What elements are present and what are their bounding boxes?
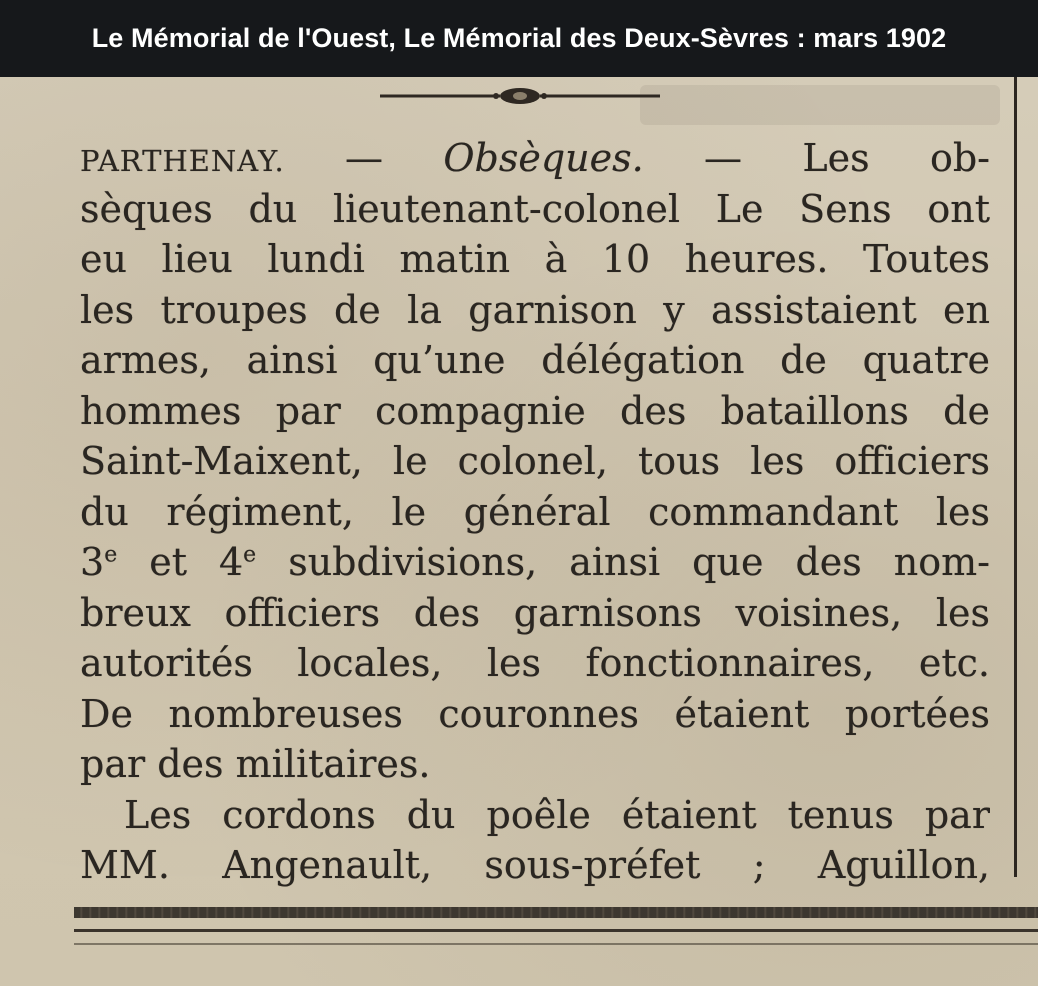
article-line: Les cordons du poêle étaient tenus par <box>124 792 990 837</box>
article-line: armes, ainsi qu’une délégation de quatre <box>80 338 990 382</box>
article-text: subdivisions, ainsi que des nom- <box>256 540 990 584</box>
page-title: Le Mémorial de l'Ouest, Le Mémorial des Deux-Sèvres : mars 1902 <box>91 23 947 53</box>
article-body <box>80 133 990 891</box>
article-line: eu lieu lundi matin à 10 heures. Toutes <box>80 237 990 281</box>
ornament-divider <box>380 83 660 109</box>
show-through-shadow <box>640 85 1000 125</box>
article-text: Les ob- <box>802 136 990 180</box>
ordinal-4: et 4 <box>117 540 244 584</box>
ordinal-3: 3 <box>80 540 105 584</box>
article-line: breux officiers des garnisons voisines, les <box>80 590 990 635</box>
article-line: De nombreuses couronnes étaient portées <box>80 691 990 736</box>
article-line: hommes par compagnie des bataillons de <box>80 388 990 433</box>
section-title: Obsèques. <box>443 136 644 180</box>
em-dash: — <box>643 136 803 180</box>
article-line: autorités locales, les fonctionnaires, etc. <box>80 641 990 685</box>
column-rule <box>1014 77 1017 877</box>
article-line: les troupes de la garnison y assistaient en <box>80 287 990 332</box>
article-line: sèques du lieutenant-colonel Le Sens ont <box>80 186 990 231</box>
article-line <box>80 133 990 184</box>
article-line <box>80 537 990 588</box>
bottom-rule-thin <box>74 929 1038 932</box>
bottom-rule-faint <box>74 943 1038 945</box>
article-line: Saint-Maixent, le colonel, tous les officiers <box>80 439 990 483</box>
dateline: PARTHENAY. <box>80 144 285 178</box>
newspaper-scan <box>0 77 1038 986</box>
article-line: du régiment, le général commandant les <box>80 489 990 534</box>
article-line: MM. Angenault, sous-préfet ; Aguillon, <box>80 843 990 887</box>
bottom-rule-thick <box>74 907 1038 918</box>
article-line: par des militaires. <box>80 742 431 786</box>
em-dash: — <box>284 136 444 180</box>
header-bar <box>0 0 1038 77</box>
ordinal-suffix: e <box>243 542 257 568</box>
ordinal-suffix: e <box>104 542 118 568</box>
